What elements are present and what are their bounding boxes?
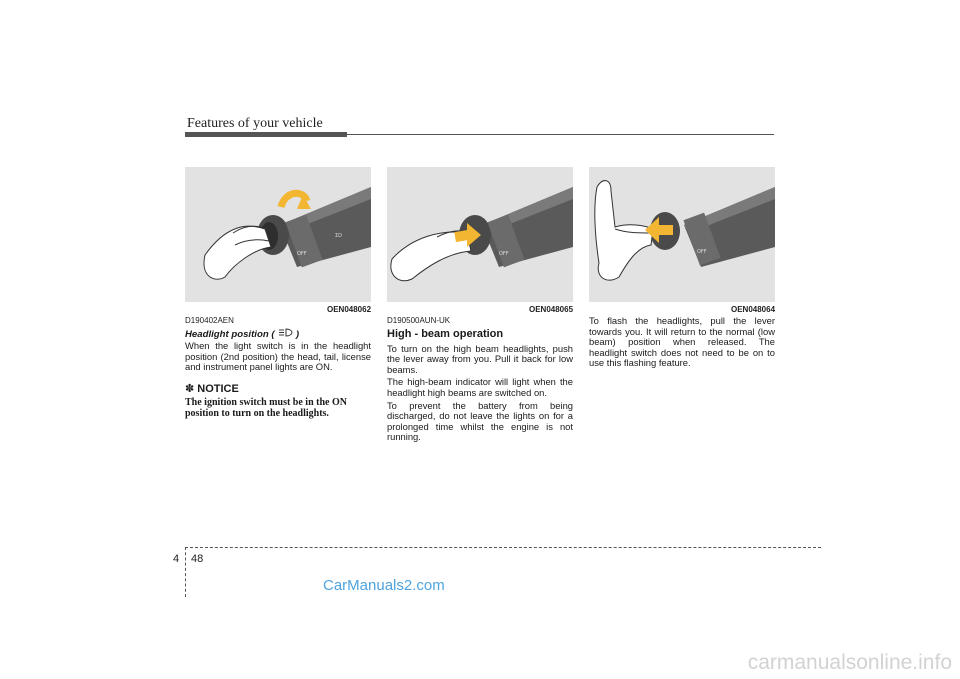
header-title: Features of your vehicle: [187, 116, 323, 131]
paragraph: When the light switch is in the headlight position (2nd position) the head, tail, license and instrument panel lights are ON.: [185, 340, 371, 373]
section-code: D190402AEN: [185, 316, 234, 325]
column-flash: [589, 316, 775, 371]
figure-code: OEN048065: [529, 305, 574, 314]
column-high-beam: [387, 316, 573, 445]
svg-text:ΣD: ΣD: [335, 233, 343, 239]
watermark-link[interactable]: CarManuals2.com: [323, 577, 445, 594]
svg-text:OFF: OFF: [499, 251, 509, 257]
footer-divider: [185, 547, 821, 548]
paragraph: To flash the headlights, pull the lever towards you. It will return to the normal (low beam) position when released. The headlight switch does not need to be on to use this flashing feature.: [589, 315, 775, 369]
subheading-text-end: ): [295, 328, 300, 340]
paragraph: The high-beam indicator will light when the headlight high beams are switched on.: [387, 376, 573, 398]
header-line: [347, 134, 774, 135]
figure-code: OEN048062: [327, 305, 372, 314]
page-number: 48: [191, 553, 204, 565]
paragraph: To prevent the battery from being discharged, do not leave the lights on for a prolonged time whilst the engine is not running.: [387, 399, 573, 443]
figure-flash-pull: [589, 167, 775, 302]
subheading-text: Headlight position (: [185, 328, 275, 340]
figure-high-beam-push: [387, 167, 573, 302]
svg-text:OFF: OFF: [697, 249, 707, 255]
section-heading: High - beam operation: [387, 327, 504, 340]
bottom-watermark: carmanualsonline.info: [747, 651, 952, 674]
footer-vertical-divider: [185, 547, 186, 597]
chapter-number: 4: [173, 553, 180, 565]
subheading-headlight-position: [185, 328, 371, 341]
svg-text:OFF: OFF: [297, 251, 307, 257]
paragraph: To turn on the high beam headlights, push the lever away from you. Pull it back for low beams.: [387, 342, 573, 375]
column-headlight-position: [185, 316, 371, 419]
figure-headlight-switch-rotate: [185, 167, 371, 302]
figure-code: OEN048064: [731, 305, 776, 314]
notice-body: The ignition switch must be in the ON position to turn on the headlights.: [185, 396, 347, 419]
section-code: D190500AUN-UK: [387, 316, 451, 325]
notice-title: ✽ NOTICE: [185, 382, 239, 395]
header-bar: [185, 132, 347, 137]
headlight-symbol-icon: [277, 328, 293, 341]
